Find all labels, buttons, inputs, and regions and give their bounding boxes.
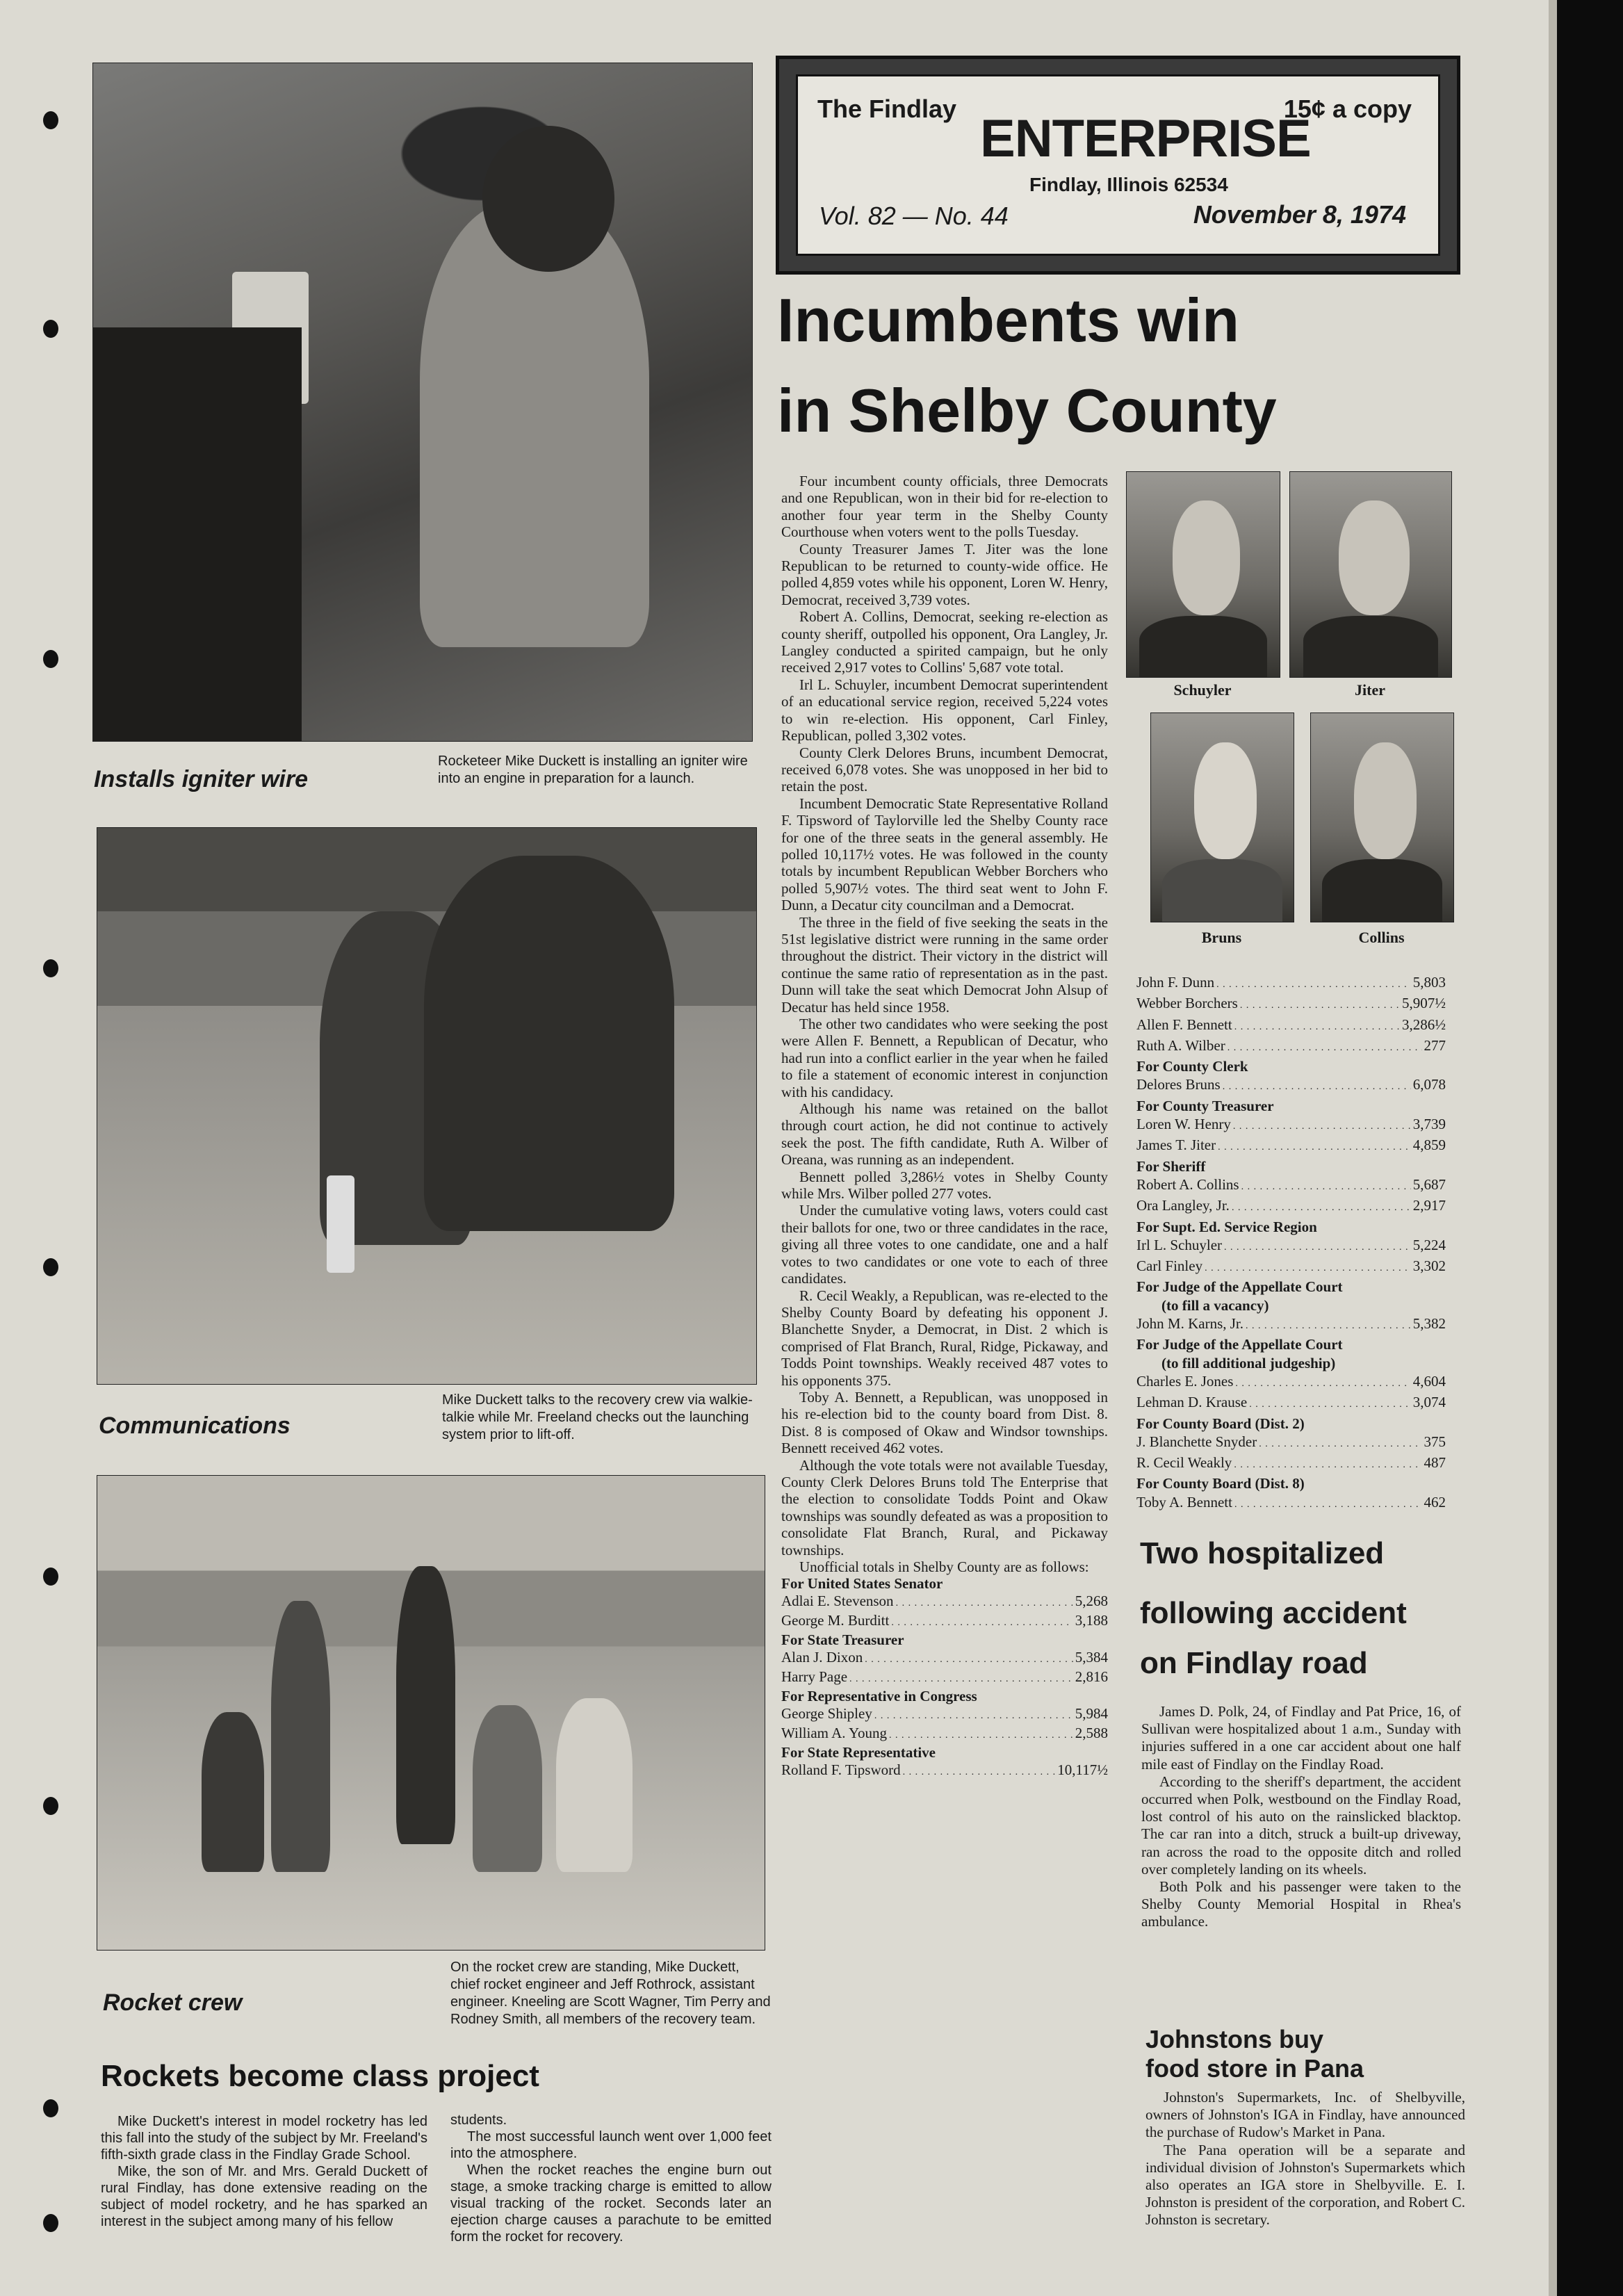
binder-hole xyxy=(43,959,58,977)
masthead-price: 15¢ a copy xyxy=(1283,95,1412,123)
portrait-photo xyxy=(1126,471,1280,678)
portrait-name: Bruns xyxy=(1201,929,1242,946)
vote-total: 375 xyxy=(1424,1433,1446,1450)
leader-dots xyxy=(849,1668,1073,1688)
leader-dots xyxy=(865,1649,1073,1668)
vote-total: 2,588 xyxy=(1075,1725,1108,1742)
results-category-header: For County Board (Dist. 2) xyxy=(1136,1415,1305,1432)
photo-rocket-crew xyxy=(97,1475,765,1951)
leader-dots xyxy=(1246,1314,1411,1335)
rockets-paragraph: Mike Duckett's interest in model rocketry has led this fall into the study of the subject by Mr. Freeland's fifth-sixth grade class in the Findlay Grade School. xyxy=(101,2114,427,2163)
results-category-header: For State Treasurer xyxy=(781,1631,904,1649)
results-row xyxy=(1136,973,1446,994)
candidate-name: Carl Finley xyxy=(1136,1257,1203,1275)
photo-figure xyxy=(482,126,614,272)
leader-dots xyxy=(1205,1257,1411,1278)
vote-total: 5,268 xyxy=(1075,1593,1108,1610)
candidate-name: Charles E. Jones xyxy=(1136,1372,1234,1390)
results-row xyxy=(1136,1372,1446,1393)
candidate-name: Ora Langley, Jr. xyxy=(1136,1197,1230,1214)
story-paragraph: Bennett polled 3,286½ votes in Shelby County while Mrs. Wilber polled 277 votes. xyxy=(781,1168,1108,1203)
vote-total: 5,984 xyxy=(1075,1705,1108,1723)
vote-total: 5,687 xyxy=(1412,1175,1446,1193)
story-paragraph: Although his name was retained on the ballot through court action, he did not continue to actively seek the post. The fifth candidate, Ruth A. Wilber of Oreana, was running as an independent. xyxy=(781,1100,1108,1169)
main-headline-line1: Incumbents win xyxy=(777,286,1239,355)
results-row xyxy=(1136,1115,1446,1136)
rockets-paragraph: Mike, the son of Mr. and Mrs. Gerald Duckett of rural Findlay, has done extensive reading on the subject of model rocketry, and he has sparked an interest in the subject among many of his fellow xyxy=(101,2164,427,2229)
results-category-header: For County Treasurer xyxy=(1136,1097,1274,1114)
results-row xyxy=(781,1649,1108,1668)
results-category-header: For Judge of the Appellate Court xyxy=(1136,1278,1343,1296)
leader-dots xyxy=(1223,1075,1411,1096)
results-category-header: For Supt. Ed. Service Region xyxy=(1136,1218,1317,1235)
hospital-headline-line: Two hospitalized xyxy=(1140,1536,1385,1570)
rockets-headline: Rockets become class project xyxy=(101,2059,539,2093)
results-row xyxy=(1136,1257,1446,1278)
story-paragraph: Incumbent Democratic State Representative Rolland F. Tipsword of Taylorville led the Shelby County race for one of the three seats in the general assembly. He polled 10,117½ votes. He was followed in the county totals by incumbent Republican Webber Borchers who polled 5,907½ votes. The third seat went to John F. Dunn, a Decatur city councilman and a Democrat. xyxy=(781,795,1108,914)
leader-dots xyxy=(1235,1372,1410,1393)
candidate-name: James T. Jiter xyxy=(1136,1137,1216,1154)
vote-total: 5,224 xyxy=(1412,1236,1446,1253)
results-row xyxy=(781,1593,1108,1612)
masthead-the-findlay: The Findlay xyxy=(817,95,957,123)
leader-dots xyxy=(1232,1196,1411,1217)
masthead-name: ENTERPRISE xyxy=(980,109,1311,168)
binder-hole xyxy=(43,1258,58,1276)
page-edge xyxy=(1557,0,1623,2296)
candidate-name: George Shipley xyxy=(781,1705,872,1723)
masthead-panel xyxy=(796,74,1440,256)
results-list-right xyxy=(1136,973,1446,1514)
results-category-header: For County Clerk xyxy=(1136,1058,1248,1075)
portrait-name: Collins xyxy=(1358,929,1405,946)
binder-hole xyxy=(43,1568,58,1586)
story-paragraph: County Treasurer James T. Jiter was the lone Republican to be returned to county-wide office. He polled 4,859 votes while his opponent, Loren W. Henry, Democrat, received 3,739 votes. xyxy=(781,540,1108,608)
candidate-name: Lehman D. Krause xyxy=(1136,1394,1248,1411)
vote-total: 5,382 xyxy=(1412,1315,1446,1333)
candidate-name: Loren W. Henry xyxy=(1136,1116,1231,1133)
results-row xyxy=(1136,1454,1446,1474)
rockets-paragraph: When the rocket reaches the engine burn out stage, a smoke tracking charge is emitted to allow visual tracking of the rocket. Seconds later an ejection charge causes a parachute to be emitted form the rocket for recovery. xyxy=(450,2163,772,2245)
photo-communications xyxy=(97,827,757,1385)
binder-hole xyxy=(43,320,58,338)
leader-dots xyxy=(1240,994,1400,1015)
leader-dots xyxy=(1216,973,1411,994)
leader-dots xyxy=(1249,1393,1411,1414)
story-paragraph: Unofficial totals in Shelby County are as follows: xyxy=(799,1558,1089,1575)
vote-total: 3,739 xyxy=(1412,1116,1446,1133)
binder-hole xyxy=(43,2099,58,2117)
main-headline-line2: in Shelby County xyxy=(777,376,1277,445)
story-paragraph: R. Cecil Weakly, a Republican, was re-elected to the Shelby County Board by defeating his opponent J. Blanchette Snyder, a Democrat, in Dist. 2 which is comprised of Flat Branch, Rural, Ridge, Pickaway, and Todds Point townships. Weakly received 487 votes to his opponents 375. xyxy=(781,1287,1108,1389)
results-category-header: For United States Senator xyxy=(781,1575,943,1593)
masthead-volume: Vol. 82 — No. 44 xyxy=(819,202,1009,230)
results-category-header: For Judge of the Appellate Court xyxy=(1136,1336,1343,1353)
binder-hole xyxy=(43,2214,58,2232)
candidate-name: Alan J. Dixon xyxy=(781,1649,863,1666)
photo-figure xyxy=(424,856,674,1231)
leader-dots xyxy=(1234,1454,1421,1474)
candidate-name: John M. Karns, Jr. xyxy=(1136,1315,1244,1333)
photo-title: Installs igniter wire xyxy=(94,766,308,792)
story-paragraph: Under the cumulative voting laws, voters could cast their ballots for one, two or three candidates in the race, giving all three votes to one candidate, one and a half votes to two candidates or one vote to each of three candidates. xyxy=(781,1202,1108,1287)
portrait-photo xyxy=(1310,713,1454,922)
leader-dots xyxy=(874,1705,1073,1725)
candidate-name: Toby A. Bennett xyxy=(1136,1493,1232,1511)
vote-total: 5,803 xyxy=(1412,974,1446,991)
vote-total: 4,604 xyxy=(1412,1372,1446,1390)
photo-figure xyxy=(271,1601,330,1872)
binder-hole xyxy=(43,650,58,668)
vote-total: 2,917 xyxy=(1412,1197,1446,1214)
leader-dots xyxy=(903,1761,1056,1781)
results-row xyxy=(1136,1075,1446,1096)
photo-figure xyxy=(93,327,302,741)
leader-dots xyxy=(1234,1493,1422,1514)
photo-figure xyxy=(396,1566,455,1844)
results-list-bottom xyxy=(781,1575,1108,1781)
candidate-name: Ruth A. Wilber xyxy=(1136,1036,1225,1054)
results-row xyxy=(1136,1036,1446,1057)
results-row xyxy=(1136,1433,1446,1454)
photo-title: Communications xyxy=(99,1412,291,1439)
vote-total: 4,859 xyxy=(1412,1137,1446,1154)
candidate-name: Irl L. Schuyler xyxy=(1136,1236,1223,1253)
vote-total: 3,188 xyxy=(1075,1612,1108,1629)
results-row xyxy=(1136,994,1446,1015)
story-paragraph: The Pana operation will be a separate and individual division of Johnston's Supermarkets which also operates an IGA store in Shelbyville. E. I. Johnston is president of the corporation, and Robert C. Johnston is secretary. xyxy=(1145,2141,1465,2229)
rockets-column-1 xyxy=(101,2113,427,2230)
candidate-name: J. Blanchette Snyder xyxy=(1136,1433,1257,1450)
hospital-headline-line: on Findlay road xyxy=(1140,1646,1368,1680)
binder-hole xyxy=(43,1797,58,1815)
story-paragraph: Johnston's Supermarkets, Inc. of Shelbyville, owners of Johnston's IGA in Findlay, have announced the purchase of Rudow's Market in Pana. xyxy=(1145,2089,1465,2141)
masthead xyxy=(776,56,1460,275)
results-category-header: For Sheriff xyxy=(1136,1157,1206,1175)
candidate-name: Rolland F. Tipsword xyxy=(781,1761,901,1779)
results-category-header: (to fill a vacancy) xyxy=(1161,1296,1269,1314)
results-category-header: For Representative in Congress xyxy=(781,1688,977,1705)
results-category-header: For County Board (Dist. 8) xyxy=(1136,1475,1305,1492)
story-paragraph: James D. Polk, 24, of Findlay and Pat Price, 16, of Sullivan were hospitalized about 1 a.m., Sunday with injuries suffered in a one car accident about one half mile east of Findlay on the Findlay Road. xyxy=(1141,1703,1461,1773)
story-paragraph: County Clerk Delores Bruns, incumbent Democrat, received 6,078 votes. She was unopposed in her bid to retain the post. xyxy=(781,744,1108,795)
portrait-name: Schuyler xyxy=(1173,681,1232,699)
vote-total: 462 xyxy=(1424,1493,1446,1511)
candidate-name: Delores Bruns xyxy=(1136,1076,1221,1093)
story-paragraph: The three in the field of five seeking the seats in the 51st legislative district were running in the same order throughout the district. Their victory in the district will continue the same ratio of representation as in the past. Dunn will take the seat which Democrat John Alsup of Decatur has held since 1958. xyxy=(781,913,1108,1016)
main-story-column xyxy=(781,473,1108,1781)
photo-caption: On the rocket crew are standing, Mike Duckett, chief rocket engineer and Jeff Rothrock, assistant engineer. Kneeling are Scott Wagner, Tim Perry and Rodney Smith, all members of the recovery team. xyxy=(450,1960,771,2027)
leader-dots xyxy=(889,1725,1073,1744)
leader-dots xyxy=(896,1593,1073,1612)
photo-figure xyxy=(473,1705,542,1872)
portrait-photo xyxy=(1289,471,1452,678)
photo-title: Rocket crew xyxy=(103,1989,243,2016)
johnstons-story xyxy=(1145,2089,1465,2229)
masthead-location: Findlay, Illinois 62534 xyxy=(1029,174,1228,195)
binder-hole xyxy=(43,111,58,129)
vote-total: 3,286½ xyxy=(1402,1016,1446,1033)
candidate-name: R. Cecil Weakly xyxy=(1136,1454,1232,1472)
vote-total: 3,074 xyxy=(1412,1394,1446,1411)
results-row xyxy=(1136,1493,1446,1514)
leader-dots xyxy=(1228,1036,1422,1057)
photo-igniter-wire xyxy=(92,63,753,742)
leader-dots xyxy=(1218,1136,1411,1157)
leader-dots xyxy=(1241,1175,1411,1196)
leader-dots xyxy=(1259,1433,1421,1454)
leader-dots xyxy=(1234,1016,1400,1036)
leader-dots xyxy=(1224,1236,1411,1257)
story-paragraph: The other two candidates who were seeking the post were Allen F. Bennett, a Republican of Decatur, who had run into a conflict earlier in the year when he failed to file a statement of economic interest in conjunction with his candidacy. xyxy=(781,1016,1108,1100)
story-paragraph: Robert A. Collins, Democrat, seeking re-election as county sheriff, outpolled his opponent, Ora Langley, Jr. Langley conducted a spirited campaign, but he only received 2,917 votes to Collins' 5,687 vote total. xyxy=(781,608,1108,676)
vote-total: 487 xyxy=(1424,1454,1446,1472)
results-row xyxy=(781,1668,1108,1688)
vote-total: 2,816 xyxy=(1075,1668,1108,1686)
results-row xyxy=(781,1612,1108,1631)
results-category-header: (to fill additional judgeship) xyxy=(1161,1354,1336,1371)
results-row xyxy=(1136,1175,1446,1196)
portrait-name: Jiter xyxy=(1355,681,1385,699)
candidate-name: Harry Page xyxy=(781,1668,848,1686)
story-paragraph: Both Polk and his passenger were taken to the Shelby County Memorial Hospital in Rhea's ambulance. xyxy=(1141,1878,1461,1930)
photo-figure xyxy=(556,1698,633,1872)
rockets-paragraph: The most successful launch went over 1,000 feet into the atmosphere. xyxy=(450,2129,772,2161)
results-row xyxy=(1136,1236,1446,1257)
results-row xyxy=(781,1725,1108,1744)
results-category-header: For State Representative xyxy=(781,1744,936,1761)
results-row xyxy=(781,1705,1108,1725)
page-fold xyxy=(1549,0,1557,2296)
vote-total: 277 xyxy=(1424,1036,1446,1054)
photo-figure xyxy=(327,1175,354,1273)
candidate-name: William A. Young xyxy=(781,1725,888,1742)
vote-total: 5,384 xyxy=(1075,1649,1108,1666)
results-row xyxy=(1136,1393,1446,1414)
results-row xyxy=(1136,1196,1446,1217)
results-row xyxy=(781,1761,1108,1781)
portrait-photo xyxy=(1150,713,1294,922)
story-paragraph: Toby A. Bennett, a Republican, was unopposed in his re-election bid to the county board from Dist. 8. Dist. 8 is composed of Okaw and Windsor townships. Bennett received 462 votes. xyxy=(781,1388,1108,1457)
vote-total: 5,907½ xyxy=(1402,995,1446,1012)
candidate-name: John F. Dunn xyxy=(1136,974,1215,991)
candidate-name: Allen F. Bennett xyxy=(1136,1016,1232,1033)
leader-dots xyxy=(891,1612,1073,1631)
photo-figure xyxy=(202,1712,264,1872)
candidate-name: Adlai E. Stevenson xyxy=(781,1593,894,1610)
candidate-name: George M. Burditt xyxy=(781,1612,890,1629)
results-row xyxy=(1136,1136,1446,1157)
story-paragraph: According to the sheriff's department, the accident occurred when Polk, westbound on the Findlay Road, lost control of his auto on the rainslicked blacktop. The car ran into a ditch, struck a built-up driveway, ran across the road to the opposite ditch and rolled over completely landing on its wheels. xyxy=(1141,1773,1461,1878)
candidate-name: Robert A. Collins xyxy=(1136,1175,1239,1193)
rockets-column-2 xyxy=(450,2112,772,2245)
story-paragraph: Irl L. Schuyler, incumbent Democrat superintendent of an educational service region, received 5,224 votes to win re-election. His opponent, Carl Finley, Republican, polled 3,302 votes. xyxy=(781,676,1108,744)
results-row xyxy=(1136,1016,1446,1036)
story-paragraph: Although the vote totals were not available Tuesday, County Clerk Delores Bruns told The Enterprise that the election to consolidate Todds Point and Okaw townships was soundly defeated as was a proposition to consolidate Flat Branch, Rural, and Pickaway townships. xyxy=(781,1456,1108,1558)
vote-total: 10,117½ xyxy=(1057,1761,1108,1779)
photo-caption: Mike Duckett talks to the recovery crew via walkie-talkie while Mr. Freeland checks out the launching system prior to lift-off. xyxy=(442,1392,753,1442)
johnstons-headline-line: Johnstons buy xyxy=(1145,2025,1324,2053)
photo-caption: Rocketeer Mike Duckett is installing an igniter wire into an engine in preparation for a launch. xyxy=(438,754,748,786)
candidate-name: Webber Borchers xyxy=(1136,995,1238,1012)
hospital-headline-line: following accident xyxy=(1140,1596,1407,1630)
vote-total: 3,302 xyxy=(1412,1257,1446,1275)
rockets-paragraph: students. xyxy=(450,2112,507,2128)
story-paragraph: Four incumbent county officials, three Democrats and one Republican, won in their bid for re-election to another four year term in the Shelby County Courthouse when voters went to the polls Tuesday. xyxy=(781,473,1108,541)
johnstons-headline-line: food store in Pana xyxy=(1145,2054,1364,2083)
results-row xyxy=(1136,1314,1446,1335)
masthead-date: November 8, 1974 xyxy=(1193,200,1406,229)
vote-total: 6,078 xyxy=(1412,1076,1446,1093)
leader-dots xyxy=(1233,1115,1411,1136)
hospital-story xyxy=(1141,1703,1461,1931)
